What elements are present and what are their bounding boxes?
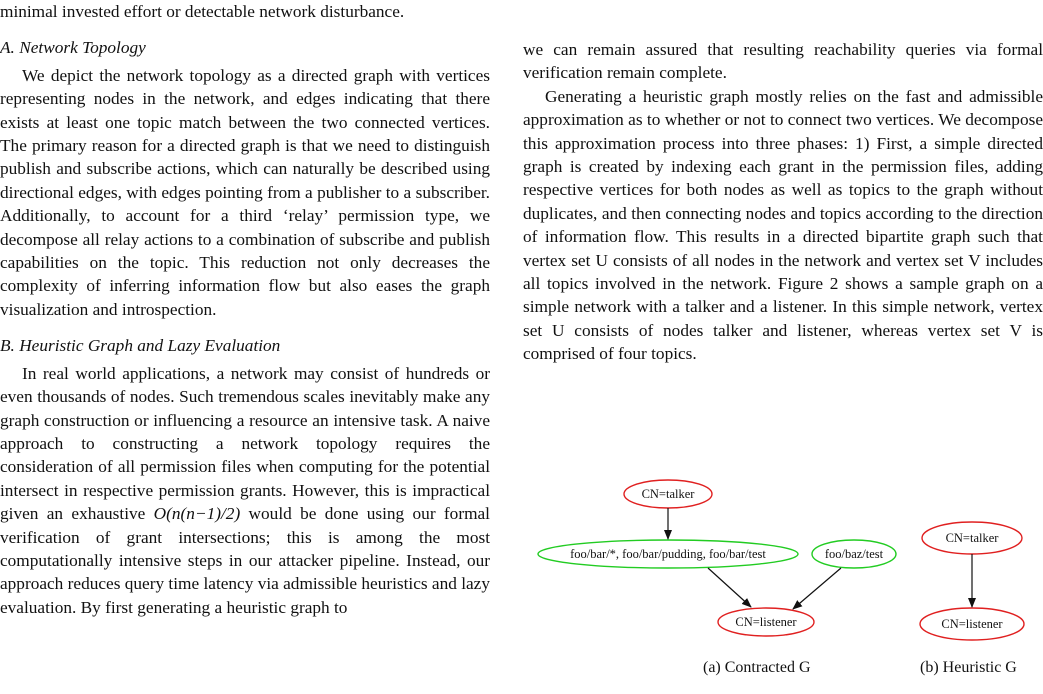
right-paragraph-1: we can remain assured that resulting reachability queries via formal verification remain complete.	[523, 40, 1043, 83]
graph-a-listener-label: CN=listener	[735, 615, 797, 629]
left-top-line: minimal invested effort or detectable network disturbance.	[0, 2, 405, 21]
section-b-text-pre: In real world applications, a network may consist of hundreds or even thousands of nodes. Such tremendous scales inevitably make any graph construction or influencing a resource an intensive task. A naive approach to constructing a network topology requires the consideration of all permission files when computing for the potential intersect in respective permission grants. However, this is impractical given an exhaustive	[0, 363, 490, 524]
graph-a-edge-topics-listener	[708, 568, 751, 607]
right-paragraph-2: Generating a heuristic graph mostly relies on the fast and admissible approximation as to whether or not to connect two vertices. We decompose this approximation process into three phases: 1) First, a simple directed graph is created by indexing each grant in the permission files, adding respective vertices for both nodes as well as topics to the graph without duplicates, and then connecting nodes and topics according to the direction of information flow. This results in a directed bipartite graph such that vertex set U consists of all nodes in the network and vertex set V includes all topics involved in the network. Figure 2 shows a sample graph on a simple network with a talker and a listener. In this simple network, vertex set U consists of nodes talker and listener, whereas vertex set V is comprised of four topics.	[523, 86, 1043, 364]
section-b-text-post: would be done using our formal verification of grant intersections; this is among the most computationally intensive steps in our attacker pipeline. Instead, our approach reduces query time latency via admissible heuristics and lazy evaluation. By first generating a heuristic graph to	[0, 504, 490, 617]
caption-a: (a) Contracted G	[703, 659, 811, 676]
complexity-formula: O(n(n−1)/2)	[153, 504, 241, 524]
graph-b-talker-label: CN=talker	[945, 531, 999, 545]
graph-a	[538, 480, 896, 636]
figure-2	[523, 470, 1043, 688]
graph-b	[920, 522, 1024, 640]
section-a-heading: A. Network Topology	[0, 38, 146, 58]
graph-a-topics-label: foo/bar/*, foo/bar/pudding, foo/bar/test	[570, 547, 766, 561]
graph-a-talker-label: CN=talker	[641, 487, 695, 501]
right-column	[523, 38, 1043, 366]
section-b-heading: B. Heuristic Graph and Lazy Evaluation	[0, 336, 281, 356]
section-a-paragraph: We depict the network topology as a directed graph with vertices representing nodes in the network, and edges indicating that there exists at least one topic match between the two connected vertices. The primary reason for a directed graph is that we need to distinguish publish and subscribe actions, which can naturally be described using directional edges, with edges pointing from a publisher to a subscriber. Additionally, to account for a third ‘relay’ permission type, we decompose all relay actions to a combination of subscribe and publish capabilities on the topic. This reduction not only decreases the complexity of inferring information flow but also eases the graph visualization and introspection.	[0, 65, 490, 319]
graph-b-listener-label: CN=listener	[941, 617, 1003, 631]
graph-a-baz-label: foo/baz/test	[824, 547, 884, 561]
left-column	[0, 0, 490, 619]
caption-b: (b) Heuristic G	[920, 659, 1017, 676]
graph-a-edge-baz-listener	[793, 568, 841, 609]
section-b-paragraph	[0, 362, 490, 619]
